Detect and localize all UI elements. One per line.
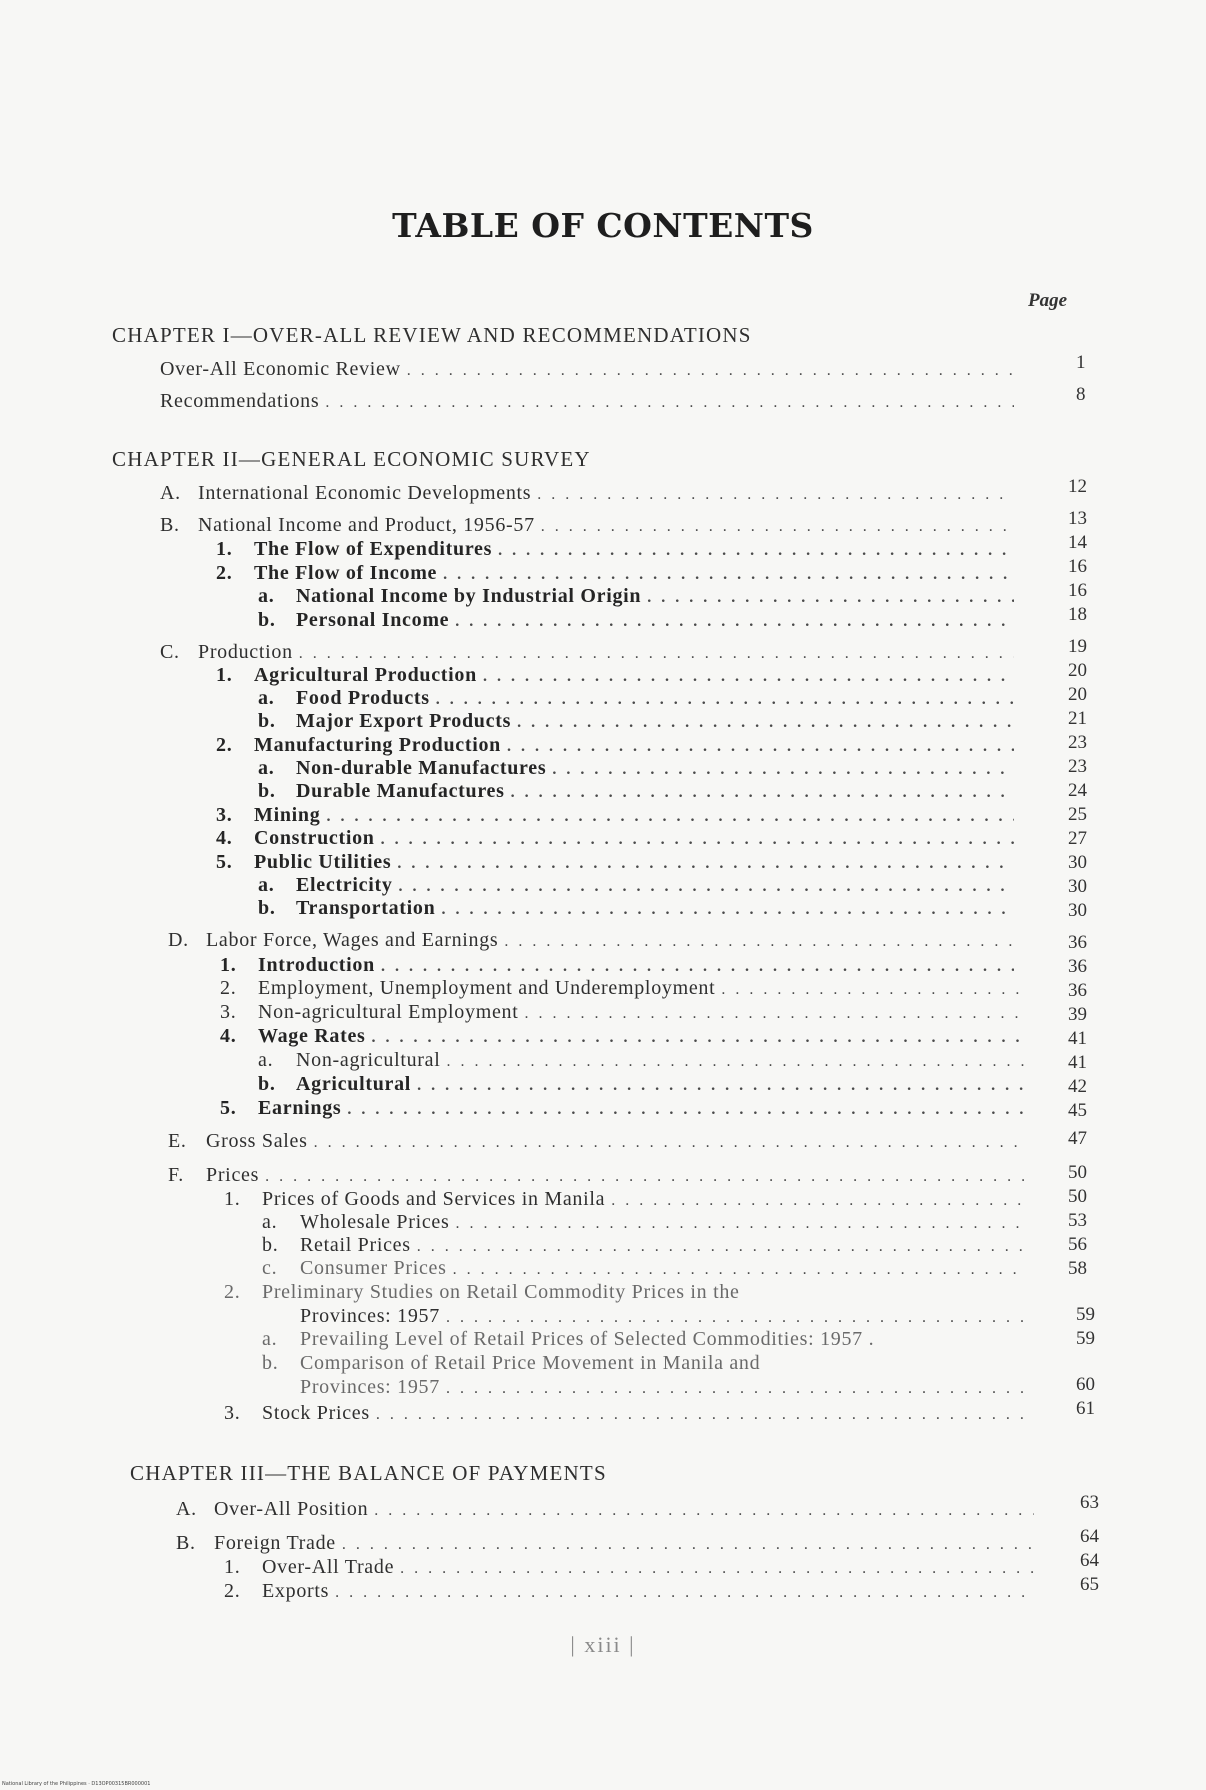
toc-entry-label: Major Export Products — [296, 710, 512, 732]
toc-entry-label: The Flow of Income — [254, 562, 438, 584]
toc-entry-number: b. — [258, 897, 276, 919]
toc-page-number: 20 — [1068, 660, 1087, 681]
toc-chapter-heading — [112, 324, 752, 346]
toc-entry — [216, 804, 1020, 828]
toc-entry-label: The Flow of Expenditures — [254, 538, 493, 560]
toc-page-number: 45 — [1068, 1100, 1087, 1121]
toc-entry-number: b. — [258, 780, 276, 802]
toc-entry-number: 2. — [224, 1580, 241, 1602]
toc-entry-number: B. — [176, 1532, 196, 1554]
toc-entry — [216, 538, 1020, 562]
toc-entry-number: 2. — [224, 1281, 241, 1303]
toc-entry-label: Food Products — [296, 687, 430, 709]
toc-entry-label: Retail Prices — [300, 1234, 411, 1256]
dot-leader — [397, 853, 1014, 875]
toc-entry-label: Stock Prices — [262, 1402, 370, 1424]
toc-entry-number: D. — [168, 929, 189, 951]
toc-entry-number: b. — [258, 609, 276, 631]
toc-entry — [168, 1164, 1030, 1188]
toc-entry-number: b. — [258, 1073, 276, 1095]
toc-entry-label: Public Utilities — [254, 851, 392, 873]
toc-entry-label: Durable Manufactures — [296, 780, 505, 802]
dot-leader — [441, 899, 1014, 921]
toc-entry-label: Prevailing Level of Retail Prices of Selected Commodities: 1957 . — [300, 1328, 875, 1350]
toc-entry-label: Preliminary Studies on Retail Commodity Prices in the — [262, 1281, 740, 1303]
toc-page-number: 50 — [1068, 1186, 1087, 1207]
toc-page-number: 42 — [1068, 1076, 1087, 1097]
toc-entry — [300, 1376, 1030, 1400]
toc-entry — [258, 687, 1020, 711]
toc-entry — [262, 1257, 1030, 1281]
toc-entry-number: c. — [262, 1257, 278, 1279]
toc-entry — [258, 710, 1020, 734]
toc-entry-number: 1. — [216, 538, 233, 560]
toc-entry-number: 3. — [216, 804, 233, 826]
toc-entry-number: b. — [262, 1234, 279, 1256]
toc-entry-number: a. — [262, 1211, 278, 1233]
toc-page-number: 63 — [1080, 1492, 1099, 1513]
dot-leader — [335, 1582, 1034, 1604]
toc-entry — [258, 1049, 1030, 1073]
toc-page-number: 1 — [1076, 352, 1086, 373]
toc-entry-label: Provinces: 1957 — [300, 1305, 440, 1327]
toc-entry-number: 1. — [216, 664, 233, 686]
toc-entry — [220, 1097, 1030, 1121]
toc-entry-number: 3. — [220, 1001, 237, 1023]
dot-leader — [504, 931, 1014, 953]
toc-entry-number: C. — [160, 641, 180, 663]
toc-entry — [216, 851, 1020, 875]
dot-leader — [417, 1236, 1024, 1258]
toc-entry-number: E. — [168, 1130, 187, 1152]
dot-leader — [407, 360, 1014, 382]
dot-leader — [483, 666, 1014, 688]
toc-page-number: 18 — [1068, 604, 1087, 625]
toc-entry-number: 5. — [216, 851, 233, 873]
toc-entry-number: b. — [262, 1352, 279, 1374]
toc-entry — [216, 734, 1020, 758]
dot-leader — [325, 392, 1014, 414]
toc-entry-number: 1. — [224, 1556, 241, 1578]
toc-entry-number: A. — [160, 482, 181, 504]
dot-leader — [299, 643, 1014, 665]
toc-entry-number: 2. — [216, 562, 233, 584]
toc-entry-label: Production — [198, 641, 293, 663]
toc-entry — [262, 1352, 760, 1374]
toc-chapter-heading — [112, 448, 591, 470]
toc-entry-label: Manufacturing Production — [254, 734, 501, 756]
dot-leader — [721, 979, 1024, 1001]
toc-entry-label: Mining — [254, 804, 321, 826]
toc-entry — [176, 1498, 1040, 1522]
dot-leader — [453, 1259, 1024, 1281]
toc-page-number: 64 — [1080, 1526, 1099, 1547]
toc-entry — [258, 585, 1020, 609]
toc-entry — [258, 1073, 1030, 1097]
toc-entry — [168, 929, 1020, 953]
toc-entry-label: Agricultural Production — [254, 664, 477, 686]
dot-leader — [446, 1051, 1024, 1073]
dot-leader — [446, 1307, 1024, 1329]
toc-entry-number: F. — [168, 1164, 184, 1186]
toc-entry-label: Comparison of Retail Price Movement in Manila and — [300, 1352, 761, 1374]
toc-entry-label: Introduction — [258, 954, 375, 976]
toc-entry — [216, 827, 1020, 851]
page-number-footer: | xiii | — [570, 1632, 636, 1657]
dot-leader — [399, 876, 1014, 898]
toc-page-number: 21 — [1068, 708, 1087, 729]
toc-entry-label: Wholesale Prices — [300, 1211, 450, 1233]
toc-entry — [160, 390, 1020, 414]
toc-entry — [160, 514, 1020, 538]
toc-entry-number: 3. — [224, 1402, 241, 1424]
toc-entry-label: Agricultural — [296, 1073, 412, 1095]
toc-entry — [176, 1532, 1040, 1556]
toc-page-number: 36 — [1068, 980, 1087, 1001]
toc-page-number: 61 — [1076, 1398, 1095, 1419]
dot-leader — [525, 1003, 1024, 1025]
toc-entry — [216, 562, 1020, 586]
toc-entry-label: Exports — [262, 1580, 330, 1602]
toc-entry-label: Wage Rates — [258, 1025, 366, 1047]
toc-entry — [262, 1211, 1030, 1235]
toc-page-number: 12 — [1068, 476, 1087, 497]
dot-leader — [443, 564, 1014, 586]
toc-entry-number: 1. — [220, 954, 237, 976]
toc-entry — [220, 977, 1030, 1001]
toc-entry — [258, 609, 1020, 633]
dot-leader — [647, 587, 1014, 609]
toc-entry-label: Construction — [254, 827, 375, 849]
toc-entry-number: b. — [258, 710, 276, 732]
toc-entry — [258, 780, 1020, 804]
toc-entry — [216, 664, 1020, 688]
dot-leader — [374, 1500, 1034, 1522]
dot-leader — [455, 611, 1014, 633]
toc-entry-label: Over-All Economic Review — [160, 358, 401, 380]
toc-entry-number: 1. — [224, 1188, 241, 1210]
toc-page-number: 41 — [1068, 1028, 1087, 1049]
toc-entry — [160, 482, 1020, 506]
dot-leader — [342, 1534, 1034, 1556]
toc-page-number: 65 — [1080, 1574, 1099, 1595]
toc-entry-label: Gross Sales — [206, 1130, 308, 1152]
toc-page-number: 30 — [1068, 852, 1087, 873]
toc-entry-label: CHAPTER I—OVER-ALL REVIEW AND RECOMMENDATIONS — [112, 323, 752, 347]
dot-leader — [507, 736, 1014, 758]
dot-leader — [400, 1558, 1034, 1580]
toc-entry-label: National Income by Industrial Origin — [296, 585, 642, 607]
toc-entry — [258, 897, 1020, 921]
toc-entry-number: a. — [258, 687, 275, 709]
dot-leader — [511, 782, 1014, 804]
toc-entry — [220, 1025, 1030, 1049]
toc-entry-number: 2. — [216, 734, 233, 756]
toc-entry-label: International Economic Developments — [198, 482, 532, 504]
toc-page-number: 27 — [1068, 828, 1087, 849]
toc-entry — [160, 358, 1020, 382]
toc-page-number: 60 — [1076, 1374, 1095, 1395]
toc-entry-label: CHAPTER III—THE BALANCE OF PAYMENTS — [130, 1461, 607, 1485]
toc-entry-number: a. — [258, 1049, 274, 1071]
toc-entry-label: Provinces: 1957 — [300, 1376, 440, 1398]
toc-page-number: 13 — [1068, 508, 1087, 529]
toc-entry-label: Over-All Position — [214, 1498, 369, 1520]
toc-entry-label: Personal Income — [296, 609, 450, 631]
toc-entry-label: Non-durable Manufactures — [296, 757, 547, 779]
dot-leader — [265, 1166, 1024, 1188]
toc-entry-label: Consumer Prices — [300, 1257, 447, 1279]
toc-entry-label: Over-All Trade — [262, 1556, 395, 1578]
dot-leader — [326, 806, 1014, 828]
page-title: TABLE OF CONTENTS — [392, 206, 814, 245]
toc-entry-label: CHAPTER II—GENERAL ECONOMIC SURVEY — [112, 447, 591, 471]
dot-leader — [436, 689, 1014, 711]
toc-page-number: 23 — [1068, 756, 1087, 777]
dot-leader — [552, 759, 1014, 781]
toc-page-number: 53 — [1068, 1210, 1087, 1231]
dot-leader — [372, 1027, 1024, 1049]
toc-entry-number: 2. — [220, 977, 237, 999]
toc-entry-number: B. — [160, 514, 180, 536]
toc-page-number: 14 — [1068, 532, 1087, 553]
toc-page-number: 36 — [1068, 932, 1087, 953]
toc-entry-label: Foreign Trade — [214, 1532, 336, 1554]
dot-leader — [541, 516, 1014, 538]
toc-entry — [300, 1305, 1030, 1329]
toc-entry-number: a. — [258, 585, 275, 607]
toc-chapter-heading — [130, 1462, 607, 1484]
toc-entry — [224, 1281, 740, 1303]
page-column-label: Page — [1028, 290, 1068, 311]
toc-page-number: 19 — [1068, 636, 1087, 657]
toc-entry — [224, 1556, 1040, 1580]
toc-entry — [220, 1001, 1030, 1025]
dot-leader — [446, 1378, 1024, 1400]
toc-entry-label: Electricity — [296, 874, 393, 896]
toc-entry-label: Employment, Unemployment and Underemployment — [258, 977, 716, 999]
dot-leader — [517, 712, 1014, 734]
toc-page-number: 20 — [1068, 684, 1087, 705]
toc-entry-label: Earnings — [258, 1097, 342, 1119]
toc-entry — [224, 1580, 1040, 1604]
toc-entry — [168, 1130, 1030, 1154]
toc-page-number: 59 — [1076, 1328, 1095, 1349]
toc-entry — [160, 641, 1020, 665]
toc-page-number: 56 — [1068, 1234, 1087, 1255]
toc-entry-number: a. — [262, 1328, 278, 1350]
toc-entry — [262, 1328, 874, 1350]
toc-entry-number: 5. — [220, 1097, 237, 1119]
toc-page-number: 8 — [1076, 384, 1086, 405]
toc-page-number: 41 — [1068, 1052, 1087, 1073]
toc-entry-label: National Income and Product, 1956-57 — [198, 514, 535, 536]
toc-entry — [224, 1402, 1030, 1426]
toc-entry-label: Prices — [206, 1164, 260, 1186]
toc-entry-number: a. — [258, 874, 275, 896]
toc-entry-label: Recommendations — [160, 390, 320, 412]
toc-page-number: 58 — [1068, 1258, 1087, 1279]
toc-entry-number: 4. — [220, 1025, 237, 1047]
dot-leader — [347, 1099, 1024, 1121]
dot-leader — [455, 1213, 1024, 1235]
dot-leader — [381, 829, 1014, 851]
toc-page-number: 50 — [1068, 1162, 1087, 1183]
toc-page-number: 25 — [1068, 804, 1087, 825]
toc-page-number: 16 — [1068, 580, 1087, 601]
dot-leader — [611, 1190, 1024, 1212]
toc-entry — [258, 874, 1020, 898]
toc-entry-label: Labor Force, Wages and Earnings — [206, 929, 499, 951]
toc-entry — [258, 757, 1020, 781]
toc-entry-number: A. — [176, 1498, 197, 1520]
toc-page-number: 36 — [1068, 956, 1087, 977]
toc-page-number: 23 — [1068, 732, 1087, 753]
dot-leader — [417, 1075, 1024, 1097]
toc-page-number: 59 — [1076, 1304, 1095, 1325]
scan-credit: National Library of the Philippines · D13OP00315BR000001 — [2, 1781, 151, 1787]
toc-entry-number: a. — [258, 757, 275, 779]
toc-entry-number: 4. — [216, 827, 233, 849]
toc-page-number: 30 — [1068, 900, 1087, 921]
toc-page-number: 30 — [1068, 876, 1087, 897]
dot-leader — [498, 540, 1014, 562]
toc-entry — [224, 1188, 1030, 1212]
toc-entry-label: Prices of Goods and Services in Manila — [262, 1188, 606, 1210]
dot-leader — [314, 1132, 1024, 1154]
toc-entry-label: Non-agricultural Employment — [258, 1001, 519, 1023]
toc-entry-label: Non-agricultural — [296, 1049, 441, 1071]
toc-page-number: 47 — [1068, 1128, 1087, 1149]
dot-leader — [537, 484, 1014, 506]
toc-page-number: 64 — [1080, 1550, 1099, 1571]
dot-leader — [376, 1404, 1024, 1426]
toc-page-number: 16 — [1068, 556, 1087, 577]
toc-page-number: 39 — [1068, 1004, 1087, 1025]
toc-page-number: 24 — [1068, 780, 1087, 801]
toc-entry — [262, 1234, 1030, 1258]
toc-entry-label: Transportation — [296, 897, 436, 919]
dot-leader — [381, 956, 1014, 978]
toc-entry — [220, 954, 1020, 978]
